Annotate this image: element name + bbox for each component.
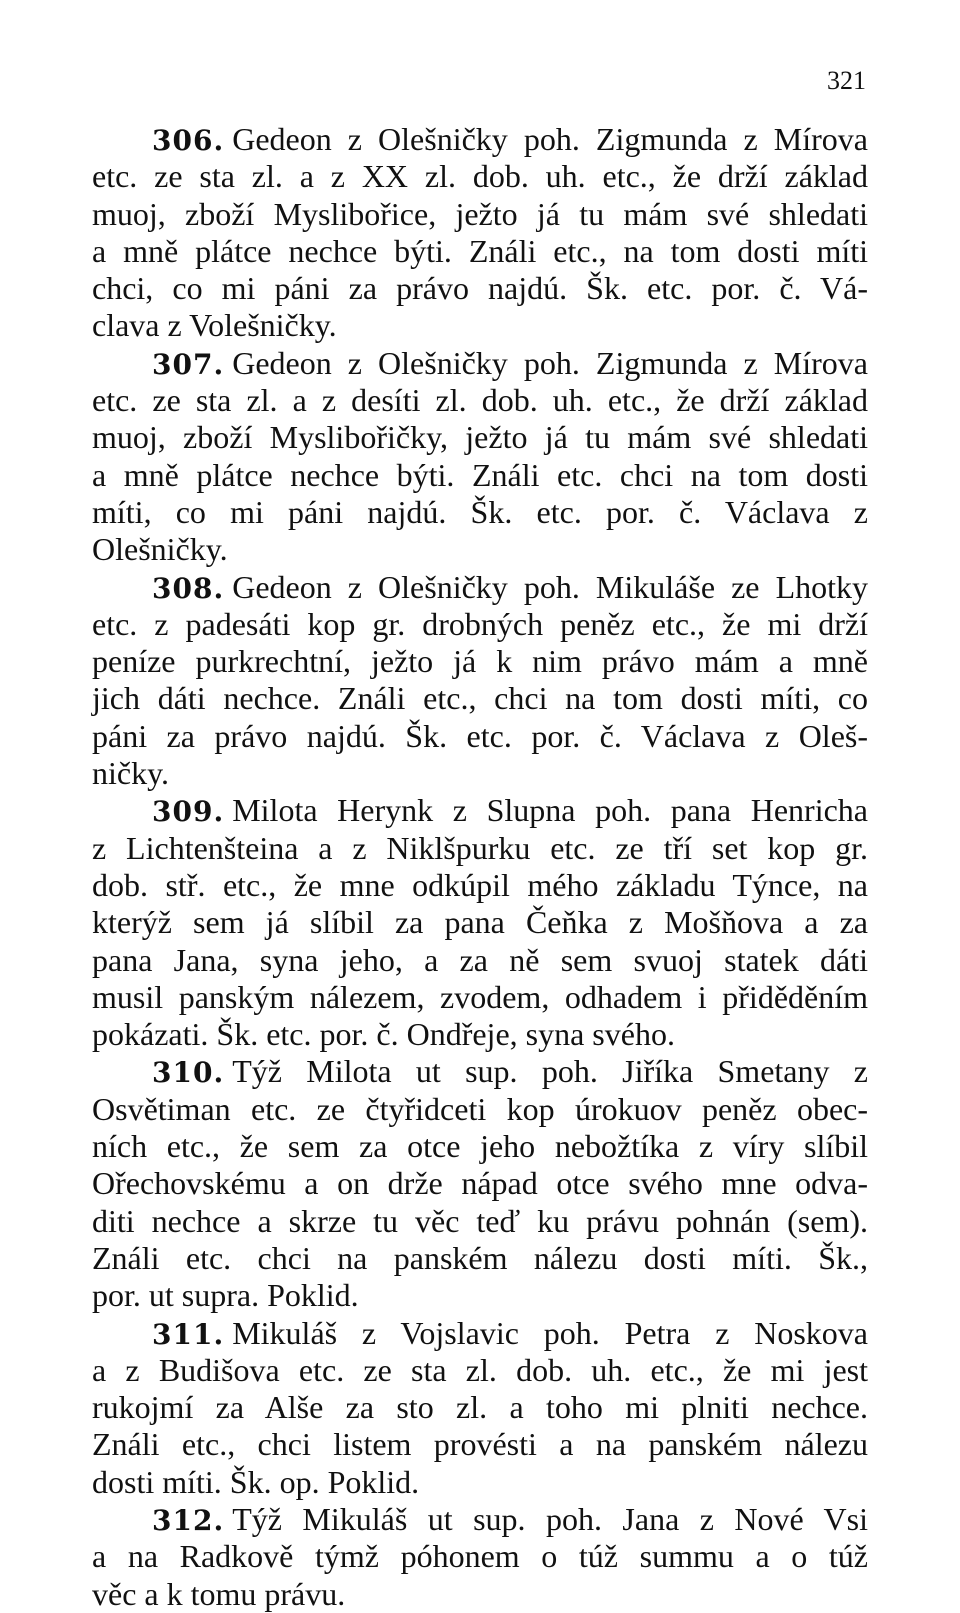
text-line: [92, 158, 868, 195]
line-text: a mně plátce nechce býti. Ználi etc., na tom dosti míti: [92, 232, 868, 269]
document-body: [92, 121, 868, 1613]
text-line: [92, 457, 868, 494]
entry-number: 309.: [152, 795, 225, 829]
line-text: por. ut supra. Poklid.: [92, 1277, 359, 1314]
entry-paragraph: [92, 569, 868, 793]
line-text: kterýž sem já slíbil za pana Čeňka z Mošňova a za: [92, 904, 868, 941]
line-text: Gedeon z Olešničky poh. Zigmunda z Mírova: [232, 121, 868, 157]
text-line: [92, 345, 868, 382]
page-number: 321: [827, 66, 866, 95]
text-line: [92, 531, 868, 568]
line-text: dosti míti. Šk. op. Poklid.: [92, 1463, 420, 1500]
entry-paragraph: [92, 1315, 868, 1501]
text-line: [92, 792, 868, 829]
line-text: Ořechovskému a on drže nápad otce svého mne odva-: [92, 1165, 868, 1202]
line-text: věc a k tomu právu.: [92, 1575, 346, 1612]
line-text: Ználi etc. chci na panském nálezu dosti míti. Šk.,: [92, 1239, 868, 1276]
text-line: [92, 569, 868, 606]
text-line: [92, 1576, 868, 1613]
entry-number: 311.: [152, 1317, 225, 1351]
text-line: [92, 718, 868, 755]
text-line: [92, 1501, 868, 1538]
text-line: [92, 680, 868, 717]
line-text: a z Budišova etc. ze sta zl. dob. uh. etc., že mi jest: [92, 1351, 868, 1388]
line-text: Gedeon z Olešničky poh. Mikuláše ze Lhotky: [232, 568, 868, 605]
text-line: [92, 1389, 868, 1426]
line-text: Osvětiman etc. ze čtyřidceti kop úrokuov peněz obec-: [92, 1090, 868, 1127]
text-line: [92, 1091, 868, 1128]
line-text: etc. z padesáti kop gr. drobných peněz etc., že mi drží: [92, 605, 868, 642]
text-line: [92, 867, 868, 904]
text-line: [92, 942, 868, 979]
entry-paragraph: [92, 1053, 868, 1314]
text-line: [92, 755, 868, 792]
text-line: [92, 196, 868, 233]
entry-number: 310.: [152, 1056, 225, 1090]
line-text: etc. ze sta zl. a z XX zl. dob. uh. etc., že drží základ: [92, 158, 868, 195]
line-text: z Lichtenšteina a z Niklšpurku etc. ze tří set kop gr.: [92, 829, 868, 866]
text-line: [92, 1128, 868, 1165]
line-text: jich dáti nechce. Ználi etc., chci na tom dosti míti, co: [92, 680, 868, 717]
text-line: [92, 121, 868, 158]
line-text: a na Radkově týmž póhonem o túž summu a o túž: [92, 1538, 868, 1575]
text-line: [92, 1352, 868, 1389]
entry-paragraph: [92, 121, 868, 345]
entry-number: 308.: [152, 571, 225, 605]
text-line: [92, 830, 868, 867]
text-line: [92, 1277, 868, 1314]
text-line: [92, 643, 868, 680]
entry-paragraph: [92, 792, 868, 1053]
text-line: [92, 233, 868, 270]
line-text: etc. ze sta zl. a z desíti zl. dob. uh. etc., že drží základ: [92, 382, 868, 419]
text-line: [92, 1315, 868, 1352]
line-text: Gedeon z Olešničky poh. Zigmunda z Mírova: [232, 344, 868, 381]
line-text: muoj, zboží Myslibořičky, ježto já tu mám své shledati: [92, 419, 868, 456]
line-text: pokázati. Šk. etc. por. č. Ondřeje, syna svého.: [92, 1016, 675, 1053]
text-line: [92, 307, 868, 344]
text-line: [92, 1538, 868, 1575]
text-line: [92, 1240, 868, 1277]
text-line: [92, 1053, 868, 1090]
line-text: pana Jana, syna jeho, a za ně sem svuoj statek dáti: [92, 941, 868, 978]
text-line: [92, 1464, 868, 1501]
text-line: [92, 606, 868, 643]
entry-paragraph: [92, 1501, 868, 1613]
text-line: [92, 419, 868, 456]
line-text: ních etc., že sem za otce jeho nebožtíka z víry slíbil: [92, 1128, 868, 1165]
text-line: [92, 979, 868, 1016]
text-line: [92, 904, 868, 941]
entry-number: 306.: [152, 124, 225, 157]
line-text: diti nechce a skrze tu věc teď ku právu pohnán (sem).: [92, 1202, 868, 1239]
line-text: ničky.: [92, 755, 170, 792]
text-line: [92, 382, 868, 419]
entry-paragraph: [92, 345, 868, 569]
text-line: [92, 494, 868, 531]
line-text: Milota Herynk z Slupna poh. pana Henricha: [232, 792, 868, 829]
line-text: Olešničky.: [92, 531, 228, 568]
text-line: [92, 1165, 868, 1202]
text-line: [92, 1016, 868, 1053]
line-text: a mně plátce nechce býti. Ználi etc. chci na tom dosti: [92, 456, 868, 493]
line-text: Ználi etc., chci listem provésti a na panském nálezu: [92, 1426, 868, 1463]
line-text: Týž Mikuláš ut sup. poh. Jana z Nové Vsi: [232, 1500, 868, 1537]
text-line: [92, 1203, 868, 1240]
entry-number: 307.: [152, 347, 225, 381]
line-text: musil panským nálezem, zvodem, odhadem i přiděděním: [92, 978, 868, 1015]
text-line: [92, 1426, 868, 1463]
line-text: míti, co mi páni najdú. Šk. etc. por. č. Václava z: [92, 493, 868, 530]
line-text: chci, co mi páni za právo najdú. Šk. etc. por. č. Vá-: [92, 270, 868, 307]
line-text: rukojmí za Alše za sto zl. a toho mi plniti nechce.: [92, 1389, 868, 1426]
line-text: Mikuláš z Vojslavic poh. Petra z Noskova: [232, 1314, 868, 1351]
line-text: Týž Milota ut sup. poh. Jiříka Smetany z: [232, 1053, 868, 1090]
line-text: páni za právo najdú. Šk. etc. por. č. Václava z Oleš-: [92, 717, 868, 754]
line-text: muoj, zboží Myslibořice, ježto já tu mám své shledati: [92, 195, 868, 232]
line-text: clava z Volešničky.: [92, 307, 337, 344]
line-text: peníze purkrechtní, ježto já k nim právo mám a mně: [92, 643, 868, 680]
entry-number: 312.: [152, 1503, 225, 1537]
line-text: dob. stř. etc., že mne odkúpil mého základu Týnce, na: [92, 866, 868, 903]
text-line: [92, 270, 868, 307]
